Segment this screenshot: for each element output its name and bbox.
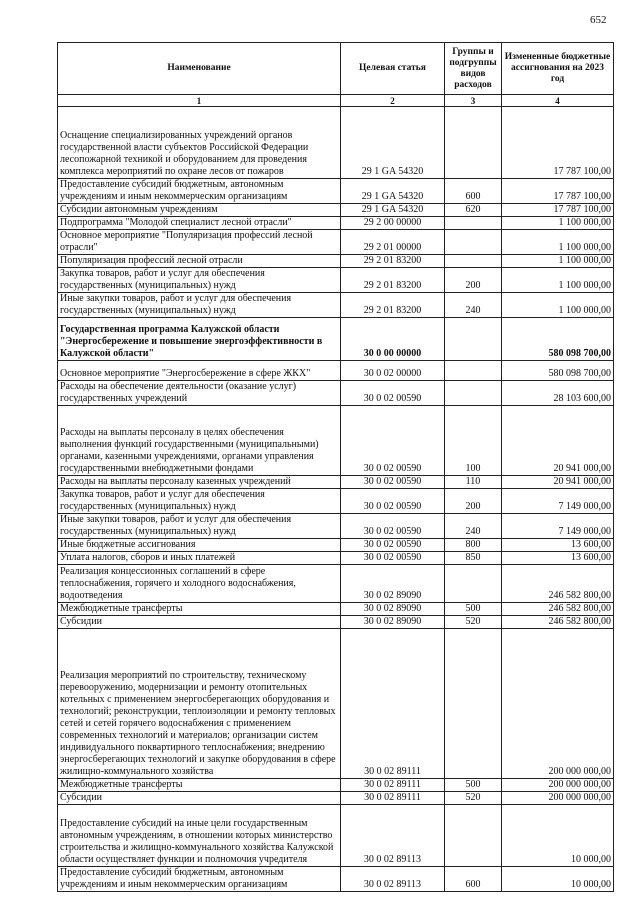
row-code: 30 0 02 89111 [341,629,445,779]
row-group: 200 [445,489,502,514]
row-group: 200 [445,268,502,293]
row-code: 30 0 02 00000 [341,361,445,381]
table-row [58,805,614,867]
row-code: 29 1 GA 54320 [341,204,445,217]
table-row [58,381,614,406]
row-code: 30 0 02 00590 [341,539,445,552]
row-group [445,805,502,867]
row-name: Подпрограмма "Молодой специалист лесной отрасли" [58,217,341,230]
row-amount: 246 582 800,00 [502,565,614,603]
table-row [58,792,614,805]
row-code: 30 0 02 00590 [341,381,445,406]
row-group: 800 [445,539,502,552]
table-row [58,779,614,792]
row-group [445,565,502,603]
row-amount: 20 941 000,00 [502,476,614,489]
row-group: 100 [445,406,502,476]
row-group [445,255,502,268]
table-row [58,406,614,476]
table-header [58,43,614,95]
row-code: 29 2 01 83200 [341,255,445,268]
row-amount: 1 100 000,00 [502,255,614,268]
row-name: Закупка товаров, работ и услуг для обеспечения государственных (муниципальных) нужд [58,268,341,293]
row-amount: 7 149 000,00 [502,514,614,539]
index-cell: 2 [341,95,445,107]
row-code: 29 2 00 00000 [341,217,445,230]
table-row [58,255,614,268]
row-name: Реализация мероприятий по строительству, техническому перевооружению, модернизации и ремонту отопительных котельных с применением энергосберегающих оборудования и технологий; реконструкции, теплоизоляции и ремонту тепловых сетей и сетей горячего водоснабжения с применением современных технологий и материалов; организации систем индивидуального поквартирного теплоснабжения; внедрению энергосберегающих технологий и закупке оборудования в сфере жилищно-коммунального хозяйства [58,629,341,779]
row-code: 30 0 02 89090 [341,603,445,616]
row-code: 30 0 02 89113 [341,805,445,867]
row-group: 500 [445,603,502,616]
row-code: 30 0 02 89113 [341,867,445,892]
table-row [58,565,614,603]
page-number: 652 [590,14,607,26]
row-code: 29 2 01 83200 [341,293,445,318]
table-row [58,489,614,514]
row-group: 850 [445,552,502,565]
row-code: 29 2 01 00000 [341,230,445,255]
row-group: 520 [445,616,502,629]
table-row [58,204,614,217]
row-code: 30 0 02 00590 [341,489,445,514]
row-group: 240 [445,514,502,539]
index-cell: 4 [502,95,614,107]
row-group [445,629,502,779]
row-code: 30 0 02 89090 [341,616,445,629]
header-name: Наименование [58,43,341,95]
row-amount: 7 149 000,00 [502,489,614,514]
row-name: Основное мероприятие "Энергосбережение в сфере ЖКХ" [58,361,341,381]
row-amount: 246 582 800,00 [502,603,614,616]
row-code: 29 1 GA 54320 [341,179,445,204]
index-cell: 3 [445,95,502,107]
row-group: 620 [445,204,502,217]
row-name: Государственная программа Калужской области "Энергосбережение и повышение энергоэффективности в Калужской области" [58,318,341,361]
table-row [58,476,614,489]
row-amount: 1 100 000,00 [502,293,614,318]
table-row [58,230,614,255]
row-group [445,217,502,230]
row-code: 30 0 02 00590 [341,514,445,539]
row-amount: 13 600,00 [502,552,614,565]
row-group [445,381,502,406]
row-amount: 200 000 000,00 [502,779,614,792]
row-code: 30 0 02 89111 [341,779,445,792]
row-amount: 28 103 600,00 [502,381,614,406]
table-row [58,629,614,779]
row-name: Иные бюджетные ассигнования [58,539,341,552]
row-amount: 246 582 800,00 [502,616,614,629]
row-name: Расходы на выплаты персоналу казенных учреждений [58,476,341,489]
budget-table [57,42,614,892]
row-amount: 1 100 000,00 [502,268,614,293]
row-amount: 10 000,00 [502,805,614,867]
row-name: Субсидии автономным учреждениям [58,204,341,217]
row-amount: 1 100 000,00 [502,217,614,230]
index-row [58,95,614,107]
row-name: Иные закупки товаров, работ и услуг для обеспечения государственных (муниципальных) нужд [58,514,341,539]
row-name: Оснащение специализированных учреждений органов государственной власти субъектов Российской Федерации лесопожарной техникой и оборудованием для проведения комплекса мероприятий по охране лесов от пожаров [58,107,341,179]
row-code: 30 0 00 00000 [341,318,445,361]
table-row [58,268,614,293]
row-code: 30 0 02 00590 [341,552,445,565]
row-amount: 1 100 000,00 [502,230,614,255]
table-row [58,514,614,539]
row-name: Расходы на выплаты персоналу в целях обеспечения выполнения функций государственными (муниципальными) органами, казенными учреждениями, органами управления государственными внебюджетными фондами [58,406,341,476]
row-name: Межбюджетные трансферты [58,603,341,616]
row-group [445,107,502,179]
row-amount: 580 098 700,00 [502,318,614,361]
table-row [58,361,614,381]
table-row [58,217,614,230]
row-name: Предоставление субсидий бюджетным, автономным учреждениям и иным некоммерческим организациям [58,867,341,892]
header-target: Целевая статья [341,43,445,95]
table-row [58,293,614,318]
row-name: Субсидии [58,792,341,805]
index-cell: 1 [58,95,341,107]
row-code: 29 2 01 83200 [341,268,445,293]
table-row [58,318,614,361]
row-group: 500 [445,779,502,792]
row-group: 600 [445,867,502,892]
row-amount: 200 000 000,00 [502,629,614,779]
row-code: 30 0 02 00590 [341,406,445,476]
row-code: 29 1 GA 54320 [341,107,445,179]
row-group: 240 [445,293,502,318]
row-code: 30 0 02 00590 [341,476,445,489]
row-amount: 580 098 700,00 [502,361,614,381]
row-name: Уплата налогов, сборов и иных платежей [58,552,341,565]
row-name: Основное мероприятие "Популяризация профессий лесной отрасли" [58,230,341,255]
row-name: Популяризация профессий лесной отрасли [58,255,341,268]
row-name: Закупка товаров, работ и услуг для обеспечения государственных (муниципальных) нужд [58,489,341,514]
row-code: 30 0 02 89090 [341,565,445,603]
row-group [445,318,502,361]
row-name: Предоставление субсидий бюджетным, автономным учреждениям и иным некоммерческим организациям [58,179,341,204]
row-name: Реализация концессионных соглашений в сфере теплоснабжения, горячего и холодного водоснабжения, водоотведения [58,565,341,603]
table-row [58,616,614,629]
row-group [445,361,502,381]
row-group: 600 [445,179,502,204]
row-name: Межбюджетные трансферты [58,779,341,792]
table-row [58,107,614,179]
row-amount: 17 787 100,00 [502,179,614,204]
row-group: 520 [445,792,502,805]
row-name: Иные закупки товаров, работ и услуг для обеспечения государственных (муниципальных) нужд [58,293,341,318]
header-budget: Измененные бюджетные ассигнования на 2023 год [502,43,614,95]
row-group: 110 [445,476,502,489]
table-row [58,552,614,565]
row-amount: 200 000 000,00 [502,792,614,805]
row-amount: 13 600,00 [502,539,614,552]
row-amount: 10 000,00 [502,867,614,892]
header-groups: Группы и подгруппы видов расходов [445,43,502,95]
row-amount: 17 787 100,00 [502,107,614,179]
row-code: 30 0 02 89111 [341,792,445,805]
row-name: Предоставление субсидий на иные цели государственным автономным учреждениям, в отношении которых министерство строительства и жилищно-коммунального хозяйства Калужской области осуществляет функции и полномочия учредителя [58,805,341,867]
row-name: Расходы на обеспечение деятельности (оказание услуг) государственных учреждений [58,381,341,406]
table-row [58,603,614,616]
table-row [58,539,614,552]
row-amount: 20 941 000,00 [502,406,614,476]
row-amount: 17 787 100,00 [502,204,614,217]
row-name: Субсидии [58,616,341,629]
row-group [445,230,502,255]
table-row [58,867,614,892]
table-row [58,179,614,204]
